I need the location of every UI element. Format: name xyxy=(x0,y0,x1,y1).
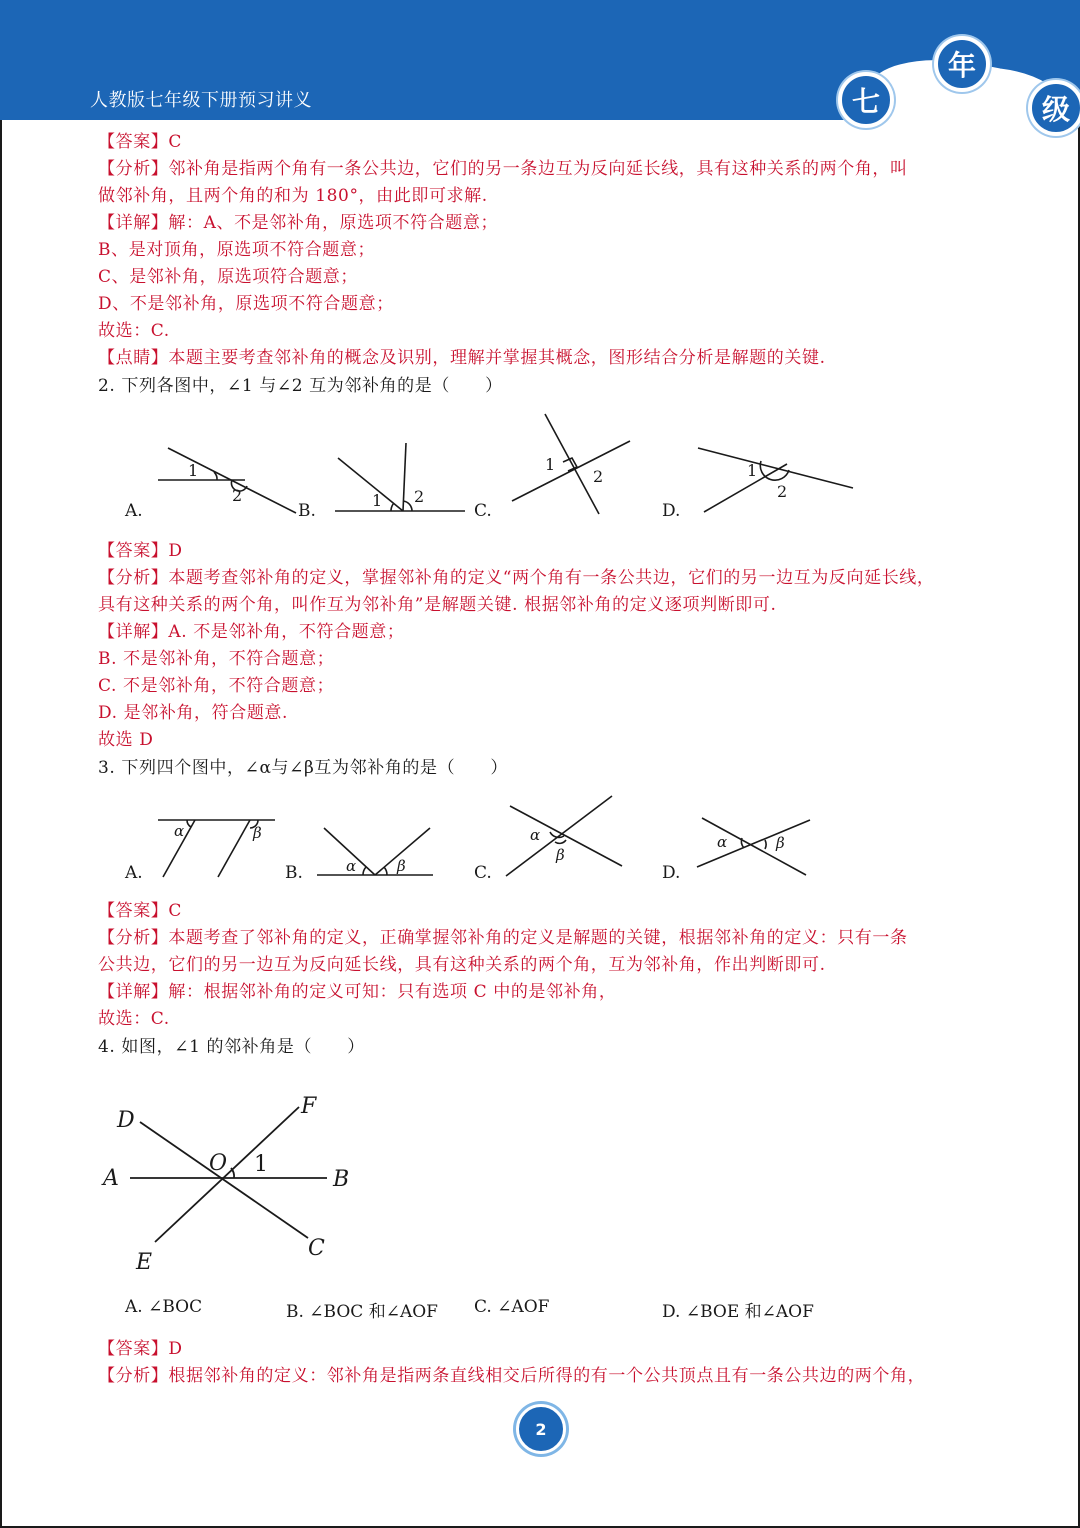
q2-detail-2: B. 不是邻补角，不符合题意； xyxy=(98,649,335,669)
q3-analysis-1: 【分析】本题考查了邻补角的定义，正确掌握邻补角的定义是解题的关键，根据邻补角的定义：只有一条 xyxy=(98,928,908,948)
grade-badge-qi: 七 xyxy=(838,72,894,128)
q2-detail-4: D. 是邻补角，符合题意. xyxy=(98,703,289,723)
q4-point-a: A xyxy=(103,1166,119,1191)
q3-detail-1: 【详解】解：根据邻补角的定义可知：只有选项 C 中的是邻补角， xyxy=(98,982,617,1002)
q3-stem: 3. 下列四个图中，∠α与∠β互为邻补角的是（ ） xyxy=(98,758,509,778)
q2a-angle2-label: 2 xyxy=(232,486,243,505)
grade-badge-ji: 级 xyxy=(1028,80,1080,136)
q3-choice: 故选：C. xyxy=(98,1009,170,1029)
q4-figure xyxy=(95,1085,375,1280)
q2-option-b: B. xyxy=(298,501,316,521)
q3-option-a: A. xyxy=(125,863,143,883)
q4-point-f: F xyxy=(301,1094,317,1119)
q3d-alpha-label: α xyxy=(717,833,728,851)
q2-option-d: D. xyxy=(662,501,681,521)
q2-detail-3: C. 不是邻补角，不符合题意； xyxy=(98,676,335,696)
q2a-angle1-label: 1 xyxy=(188,461,199,480)
q2-option-a: A. xyxy=(125,501,143,521)
q2b-angle1-label: 1 xyxy=(372,491,383,510)
q4-point-d: D xyxy=(117,1108,135,1133)
q2-choice: 故选 D xyxy=(98,730,154,750)
q2-analysis-2: 具有这种关系的两个角，叫作互为邻补角”是解题关键. 根据邻补角的定义逐项判断即可. xyxy=(98,595,777,615)
q4-angle-1: 1 xyxy=(254,1152,268,1177)
q1-answer: 【答案】C xyxy=(98,132,183,152)
grade-badge-nian: 年 xyxy=(934,36,990,92)
q4-point-c: C xyxy=(308,1236,325,1261)
q1-analysis-1: 【分析】邻补角是指两个角有一条公共边，它们的另一条边互为反向延长线，具有这种关系的两个角，叫 xyxy=(98,159,908,179)
q2d-angle2-label: 2 xyxy=(777,482,788,501)
q2-detail-1: 【详解】A. 不是邻补角，不符合题意； xyxy=(98,622,405,642)
q4-stem: 4. 如图，∠1 的邻补角是（ ） xyxy=(98,1037,365,1057)
q3-figures xyxy=(120,790,880,885)
q3-option-b: B. xyxy=(285,863,303,883)
q1-detail-1: 【详解】解：A、不是邻补角，原选项不符合题意； xyxy=(98,213,499,233)
book-title: 人教版七年级下册预习讲义 xyxy=(90,90,312,111)
q3c-alpha-label: α xyxy=(530,826,541,844)
q3a-alpha-label: α xyxy=(174,822,185,840)
q3-answer: 【答案】C xyxy=(98,901,183,921)
q1-analysis-2: 做邻补角，且两个角的和为 180°，由此即可求解. xyxy=(98,186,488,206)
page-number: 2 xyxy=(516,1404,566,1454)
q3d-beta-label: β xyxy=(776,834,785,852)
q2-option-c: C. xyxy=(474,501,492,521)
q2-figures xyxy=(120,408,880,523)
q3b-alpha-label: α xyxy=(346,857,357,875)
q2b-angle2-label: 2 xyxy=(414,487,425,506)
q4-option-c: C. ∠AOF xyxy=(474,1297,550,1317)
q2c-angle2-label: 2 xyxy=(593,467,604,486)
q4-answer: 【答案】D xyxy=(98,1339,183,1359)
q1-detail-2: B、是对顶角，原选项不符合题意； xyxy=(98,240,376,260)
q2-stem: 2. 下列各图中，∠1 与∠2 互为邻补角的是（ ） xyxy=(98,376,503,396)
q3a-beta-label: β xyxy=(253,824,262,842)
q1-remark: 【点睛】本题主要考查邻补角的概念及识别，理解并掌握其概念，图形结合分析是解题的关键. xyxy=(98,348,826,368)
q2d-angle1-label: 1 xyxy=(747,461,758,480)
q3-option-c: C. xyxy=(474,863,492,883)
q2c-angle1-label: 1 xyxy=(545,455,556,474)
q1-detail-3: C、是邻补角，原选项符合题意； xyxy=(98,267,359,287)
q3c-beta-label: β xyxy=(556,846,565,864)
q1-choice: 故选：C. xyxy=(98,321,170,341)
q4-point-o: O xyxy=(209,1151,228,1176)
q4-point-b: B xyxy=(333,1167,350,1192)
q4-option-d: D. ∠BOE 和∠AOF xyxy=(662,1302,814,1322)
q1-detail-4: D、不是邻补角，原选项不符合题意； xyxy=(98,294,394,314)
q3-option-d: D. xyxy=(662,863,681,883)
q4-option-b: B. ∠BOC 和∠AOF xyxy=(286,1302,438,1322)
q3-analysis-2: 公共边，它们的另一边互为反向延长线，具有这种关系的两个角，互为邻补角，作出判断即可. xyxy=(98,955,826,975)
q4-analysis-1: 【分析】根据邻补角的定义：邻补角是指两条直线相交后所得的有一个公共顶点且有一条公共边的两个角， xyxy=(98,1366,926,1386)
q3b-beta-label: β xyxy=(397,857,406,875)
q4-point-e: E xyxy=(136,1250,153,1275)
q2-analysis-1: 【分析】本题考查邻补角的定义，掌握邻补角的定义“两个角有一条公共边，它们的另一边互为反向延长线， xyxy=(98,568,935,588)
q2-answer: 【答案】D xyxy=(98,541,183,561)
q4-option-a: A. ∠BOC xyxy=(125,1297,203,1317)
